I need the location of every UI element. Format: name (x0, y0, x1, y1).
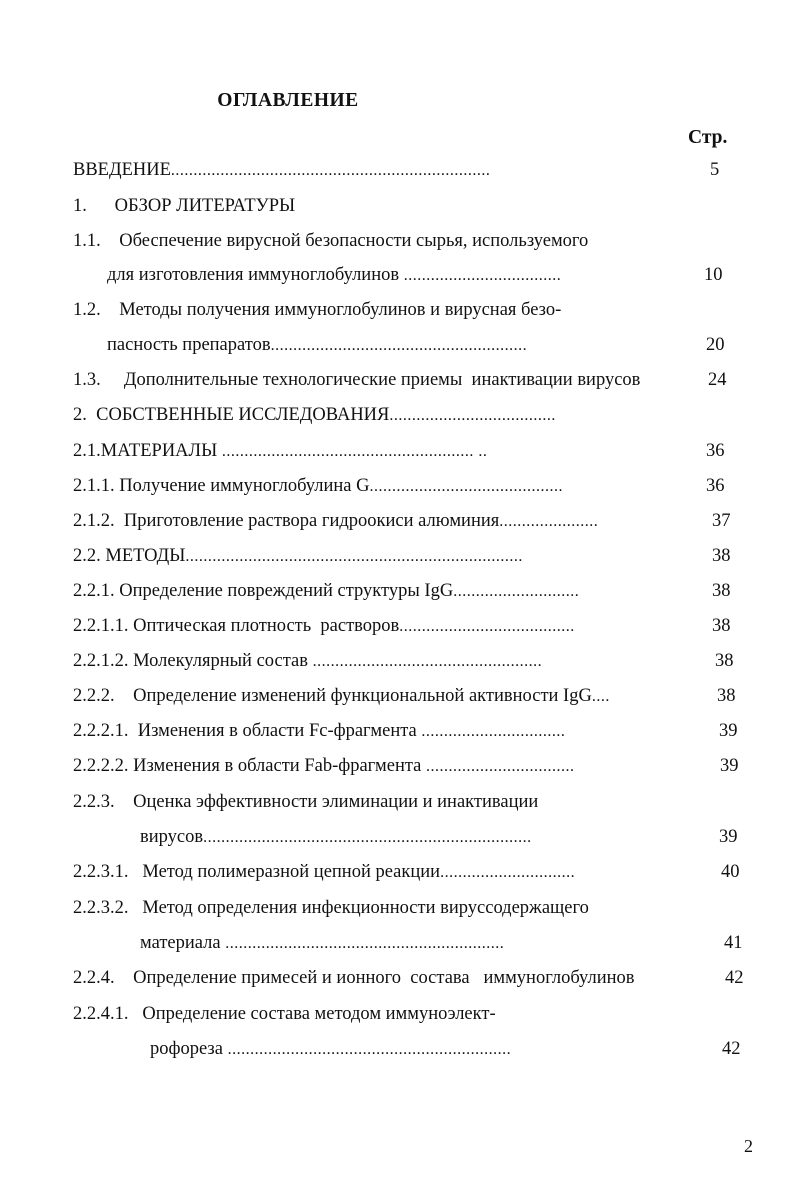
toc-entry-text: 1.2. Методы получения иммуноглобулинов и вирусная безо- (73, 300, 562, 320)
toc-entry (73, 475, 563, 498)
toc-entry (73, 861, 575, 884)
toc-entry (73, 545, 523, 568)
toc-leader-dots: .............................................................. (225, 935, 505, 952)
toc-entry-text: 2.2.2. Определение изменений функциональной активности IgG (73, 686, 592, 706)
toc-leader-dots: ....................................... (399, 618, 575, 635)
toc-entry (73, 685, 610, 708)
toc-leader-dots: ................................. (426, 758, 575, 775)
toc-entry (73, 580, 579, 603)
toc-entry (73, 404, 556, 427)
toc-entry (140, 826, 532, 849)
page-number: 2 (744, 1136, 753, 1156)
toc-entry-page: 39 (719, 721, 738, 741)
toc-entry-text: 2.2.3. Оценка эффективности элиминации и инактивации (73, 792, 539, 812)
toc-leader-dots: .... (591, 688, 610, 705)
toc-entry (73, 791, 538, 813)
toc-entry-page: 39 (720, 756, 739, 776)
toc-leader-dots: ........................................................ .. (221, 443, 488, 460)
toc-entry-text: 2.2.3.2. Метод определения инфекционности вируссодержащего (73, 898, 589, 918)
toc-entry-text: 2.2.4. Определение примесей и ионного состава иммуноглобулинов (73, 968, 635, 988)
toc-entry-page: 42 (725, 968, 744, 988)
toc-entry-page: 10 (704, 265, 723, 285)
toc-entry-text: 2.2.2.1. Изменения в области Fc-фрагмента (73, 721, 422, 741)
toc-entry (73, 755, 575, 778)
toc-leader-dots: ................................................... (312, 653, 543, 670)
toc-entry-text: 2.1.2. Приготовление раствора гидроокиси алюминия (73, 511, 500, 531)
toc-entry-page: 37 (712, 511, 731, 531)
toc-leader-dots: ............................................................... (227, 1041, 512, 1058)
toc-entry-text: пасность препаратов (107, 335, 271, 355)
toc-entry-text: ВВЕДЕНИЕ (73, 160, 171, 180)
toc-entry-page: 38 (712, 581, 731, 601)
toc-entry-text: материала (140, 933, 226, 953)
toc-title: ОГЛАВЛЕНИЕ (217, 90, 359, 111)
toc-entry-text: 2.2.1.2. Молекулярный состав (73, 651, 313, 671)
toc-entry-page: 40 (721, 862, 740, 882)
page-column-label: Стр. (688, 127, 728, 148)
toc-entry-page: 36 (706, 476, 725, 496)
toc-leader-dots: ................................... (403, 267, 562, 284)
toc-entry-page: 38 (712, 616, 731, 636)
toc-leader-dots: ....................................................................... (170, 162, 491, 179)
toc-leader-dots: ........................................................................... (185, 548, 523, 565)
toc-entry (140, 932, 504, 955)
toc-leader-dots: ................................ (421, 723, 566, 740)
toc-leader-dots: ...................... (499, 513, 599, 530)
toc-entry-text: рофореза (150, 1039, 228, 1059)
toc-entry (73, 195, 295, 217)
toc-leader-dots: ........................................... (369, 478, 563, 495)
toc-entry-page: 20 (706, 335, 725, 355)
toc-entry (107, 334, 527, 357)
toc-entry-text: 2.2.2.2. Изменения в области Fab-фрагмента (73, 756, 426, 776)
toc-entry (73, 615, 575, 638)
toc-entry-page: 5 (710, 160, 720, 180)
toc-entry-text: 2.1.МАТЕРИАЛЫ (73, 441, 222, 461)
toc-entry (73, 897, 589, 919)
toc-entry (73, 1003, 496, 1025)
toc-entry-text: вирусов (140, 827, 204, 847)
toc-entry-text: 2.2.4.1. Определение состава методом иммуноэлект- (73, 1004, 496, 1024)
toc-leader-dots: ......................................................................... (203, 829, 532, 846)
toc-entry-page: 36 (706, 441, 725, 461)
toc-entry (73, 650, 542, 673)
toc-entry (73, 230, 588, 252)
toc-entry-text: 2.2.3.1. Метод полимеразной цепной реакции (73, 862, 441, 882)
toc-entry (73, 299, 561, 321)
toc-entry (73, 440, 487, 463)
toc-entry-text: 2.2. МЕТОДЫ (73, 546, 186, 566)
toc-entry-page: 38 (715, 651, 734, 671)
toc-entry-text: 2.1.1. Получение иммуноглобулина G (73, 476, 370, 496)
toc-entry-page: 24 (708, 370, 727, 390)
toc-entry-page: 42 (722, 1039, 741, 1059)
toc-entry-text: 1.3. Дополнительные технологические приемы инактивации вирусов (73, 370, 641, 390)
toc-entry-text: 2.2.1. Определение повреждений структуры IgG (73, 581, 454, 601)
toc-leader-dots: .............................. (440, 864, 576, 881)
toc-entry-text: 2. СОБСТВЕННЫЕ ИССЛЕДОВАНИЯ (73, 405, 390, 425)
toc-leader-dots: ......................................................... (270, 337, 528, 354)
toc-entry-page: 38 (717, 686, 736, 706)
toc-entry (107, 264, 561, 287)
toc-leader-dots: ............................ (453, 583, 580, 600)
toc-entry-page: 38 (712, 546, 731, 566)
toc-entry-text: 2.2.1.1. Оптическая плотность растворов (73, 616, 400, 636)
toc-entry-page: 41 (724, 933, 743, 953)
toc-entry-text: для изготовления иммуноглобулинов (107, 265, 404, 285)
toc-entry (73, 720, 565, 743)
toc-leader-dots: ..................................... (389, 407, 556, 424)
toc-entry (73, 369, 640, 391)
toc-entry (73, 967, 635, 989)
toc-entry (73, 159, 490, 182)
toc-entry-text: 1.1. Обеспечение вирусной безопасности сырья, используемого (73, 231, 589, 251)
toc-entry (150, 1038, 511, 1061)
toc-entry-text: 1. ОБЗОР ЛИТЕРАТУРЫ (73, 196, 296, 216)
toc-entry-page: 39 (719, 827, 738, 847)
toc-entry (73, 510, 598, 533)
